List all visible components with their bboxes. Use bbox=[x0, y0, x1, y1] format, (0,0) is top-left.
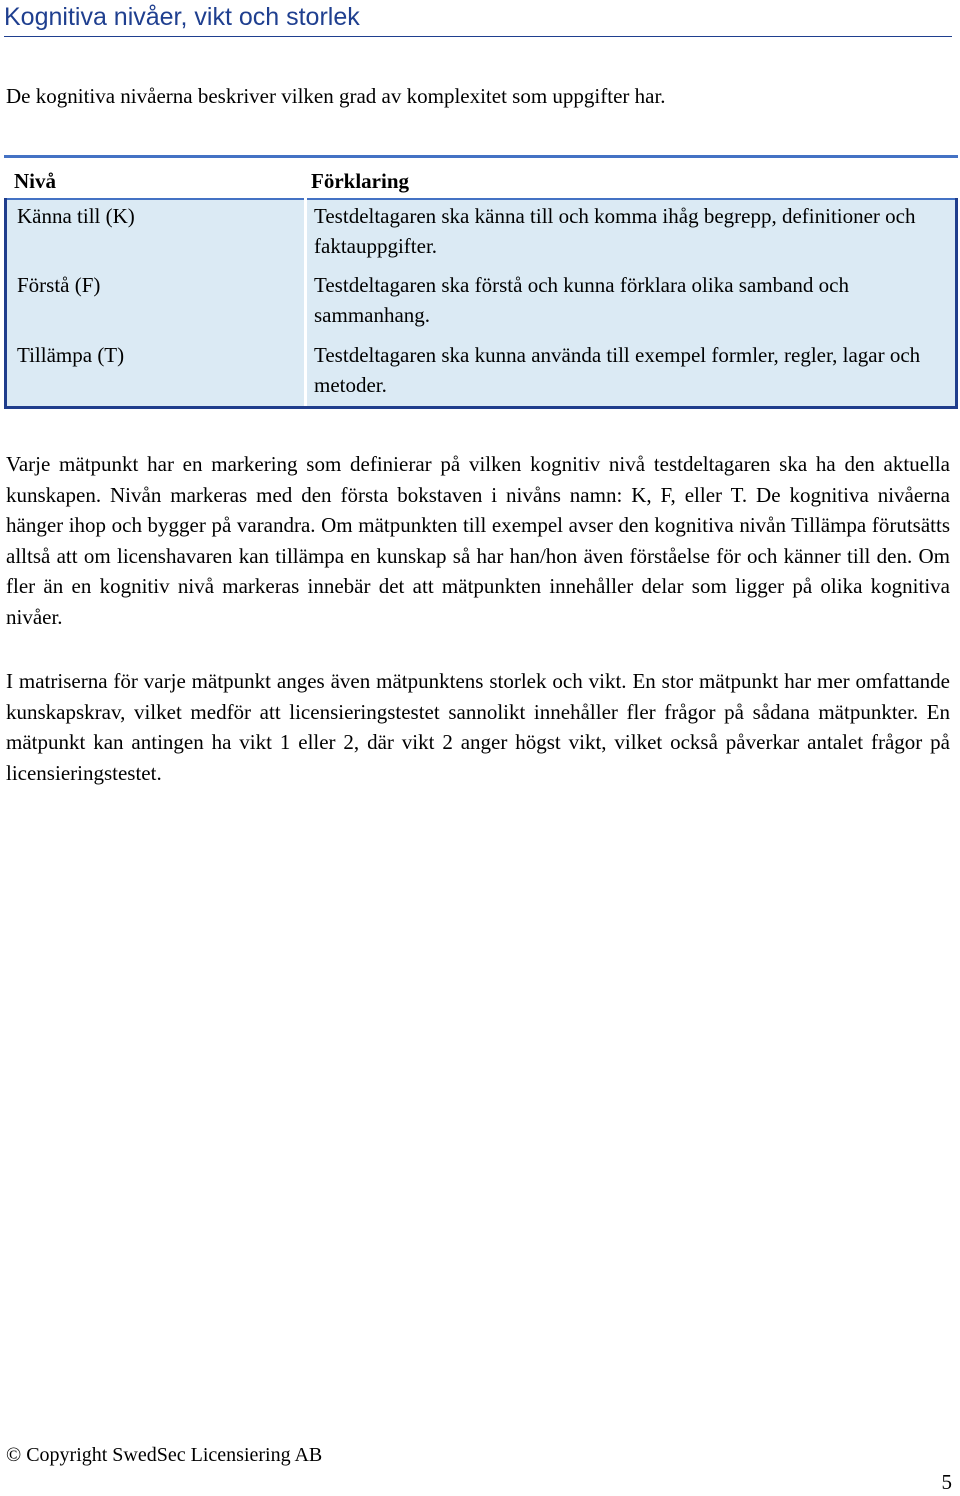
level-explanation: Testdeltagaren ska kunna använda till exempel formler, regler, lagar och metoder. bbox=[314, 343, 921, 397]
column-header-explanation: Förklaring bbox=[311, 169, 409, 193]
column-divider bbox=[304, 198, 307, 406]
page-title: Kognitiva nivåer, vikt och storlek bbox=[4, 0, 952, 37]
level-explanation: Testdeltagaren ska förstå och kunna förklara olika samband och sammanhang. bbox=[314, 273, 849, 327]
cognitive-levels-table bbox=[4, 155, 958, 409]
table-body bbox=[4, 198, 958, 409]
page-number: 5 bbox=[941, 1470, 952, 1494]
level-name: Tillämpa (T) bbox=[17, 343, 125, 367]
table-header-row bbox=[4, 158, 958, 198]
level-name: Känna till (K) bbox=[17, 204, 135, 228]
body-paragraph-cognitive-markings: Varje mätpunkt har en markering som definierar på vilken kognitiv nivå testdeltagaren ska ha den aktuella kunskapen. Nivån markeras med den första bokstaven i nivåns namn: K, F, eller T. De kognitiva nivåerna hänger ihop och bygger på varandra. Om mätpunkten till exempel avser den kognitiva nivån Tillämpa förutsätts alltså att om licenshavaren kan tillämpa en kunskap så har han/hon även förståelse för och känner till den. Om fler än en kognitiv nivå markeras innebär det att mätpunkten innehåller delar som ligger på olika kognitiva nivåer. bbox=[6, 452, 950, 629]
level-explanation: Testdeltagaren ska känna till och komma ihåg begrepp, definitioner och faktauppgifter. bbox=[314, 204, 916, 258]
level-name: Förstå (F) bbox=[17, 273, 101, 297]
column-header-level: Nivå bbox=[14, 169, 56, 193]
footer-copyright: © Copyright SwedSec Licensiering AB bbox=[6, 1444, 323, 1466]
intro-text: De kognitiva nivåerna beskriver vilken grad av komplexitet som uppgifter har. bbox=[6, 84, 666, 108]
body-paragraph-size-weight: I matriserna för varje mätpunkt anges även mätpunktens storlek och vikt. En stor mätpunkt har mer omfattande kunskapskrav, vilket medför att licensieringstestet sannolikt innehåller fler frågor på sådana mätpunkter. En mätpunkt kan antingen ha vikt 1 eller 2, där vikt 2 anger högst vikt, vilket också påverkar antalet frågor på licensieringstestet. bbox=[6, 669, 950, 785]
